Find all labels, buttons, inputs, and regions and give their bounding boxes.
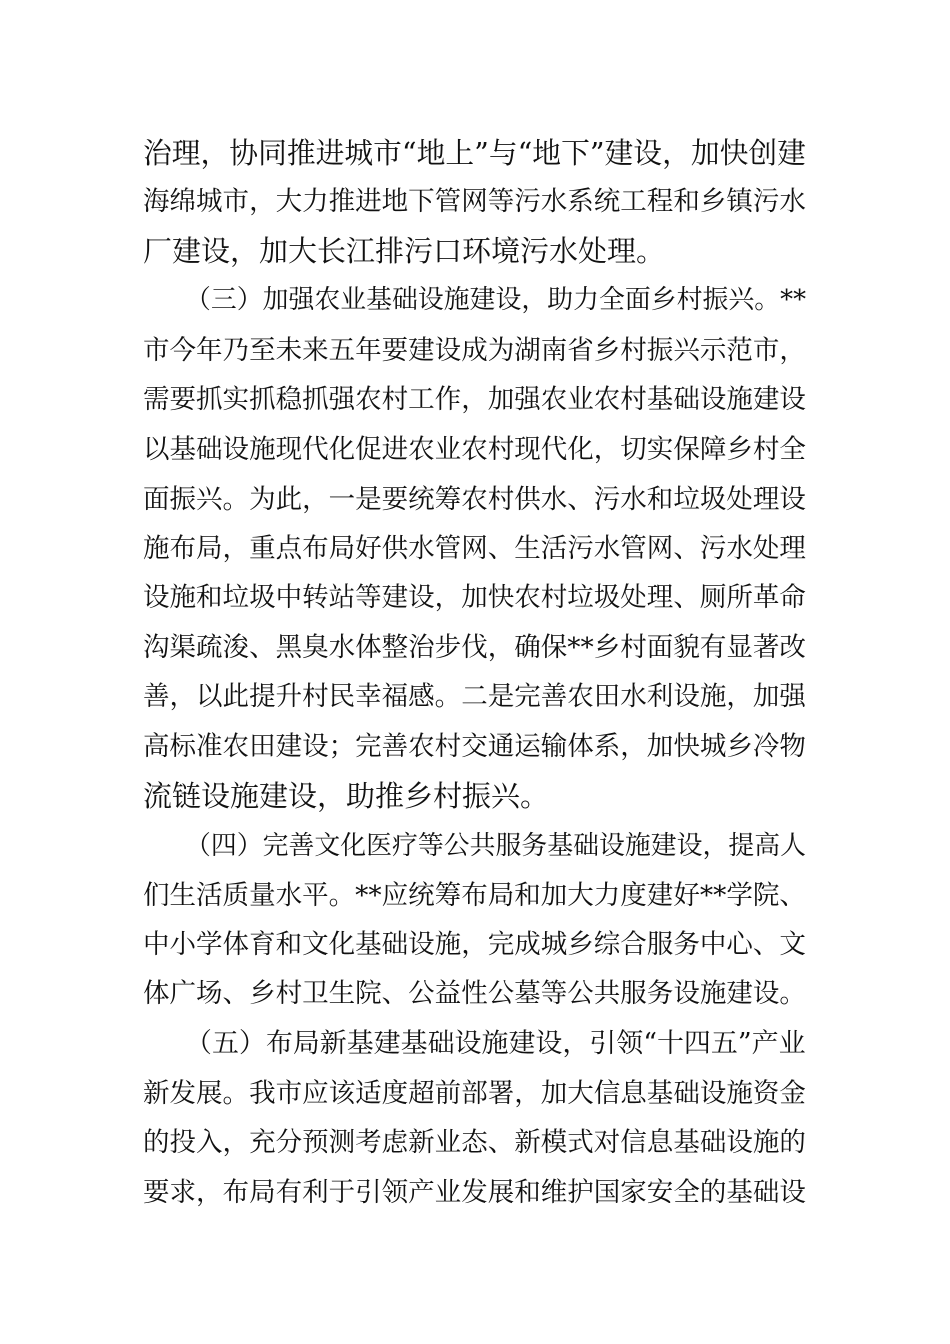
text-line: 新发展。我市应该适度超前部署，加大信息基础设施资金	[143, 1078, 806, 1109]
text-line: 体广场、乡村卫生院、公益性公墓等公共服务设施建设。	[143, 978, 806, 1009]
text-line: 市今年乃至未来五年要建设成为湖南省乡村振兴示范市，	[143, 335, 806, 366]
paragraph-start-line: （五）布局新基建基础设施建设，引领“十四五”产业	[185, 1028, 806, 1059]
text-line: 海绵城市，大力推进地下管网等污水系统工程和乡镇污水	[143, 186, 806, 217]
text-line: 需要抓实抓稳抓强农村工作，加强农业农村基础设施建设	[143, 384, 806, 415]
text-line: 治理，协同推进城市“地上”与“地下”建设，加快创建	[143, 136, 806, 170]
text-line: 施布局，重点布局好供水管网、生活污水管网、污水处理	[143, 533, 806, 564]
text-line: 厂建设，加大长江排污口环境污水处理。	[143, 234, 666, 268]
text-line: 沟渠疏浚、黑臭水体整治步伐，确保**乡村面貌有显著改	[143, 632, 806, 663]
text-line: 设施和垃圾中转站等建设，加快农村垃圾处理、厕所革命	[143, 582, 806, 613]
text-line: 流链设施建设，助推乡村振兴。	[143, 779, 550, 813]
text-line: 面振兴。为此，一是要统筹农村供水、污水和垃圾处理设	[143, 484, 806, 515]
paragraph-start-line: （三）加强农业基础设施建设，助力全面乡村振兴。**	[185, 285, 807, 315]
paragraph-start-line: （四）完善文化医疗等公共服务基础设施建设，提高人	[185, 831, 807, 861]
text-line: 要求，布局有利于引领产业发展和维护国家安全的基础设	[143, 1177, 806, 1208]
text-line: 以基础设施现代化促进农业农村现代化，切实保障乡村全	[143, 434, 806, 465]
text-line: 善，以此提升村民幸福感。二是完善农田水利设施，加强	[143, 681, 806, 712]
text-line: 高标准农田建设；完善农村交通运输体系，加快城乡冷物	[143, 731, 806, 762]
text-line: 们生活质量水平。**应统筹布局和加大力度建好**学院、	[143, 880, 806, 911]
text-line: 的投入，充分预测考虑新业态、新模式对信息基础设施的	[143, 1127, 806, 1158]
text-line: 中小学体育和文化基础设施，完成城乡综合服务中心、文	[143, 929, 806, 960]
